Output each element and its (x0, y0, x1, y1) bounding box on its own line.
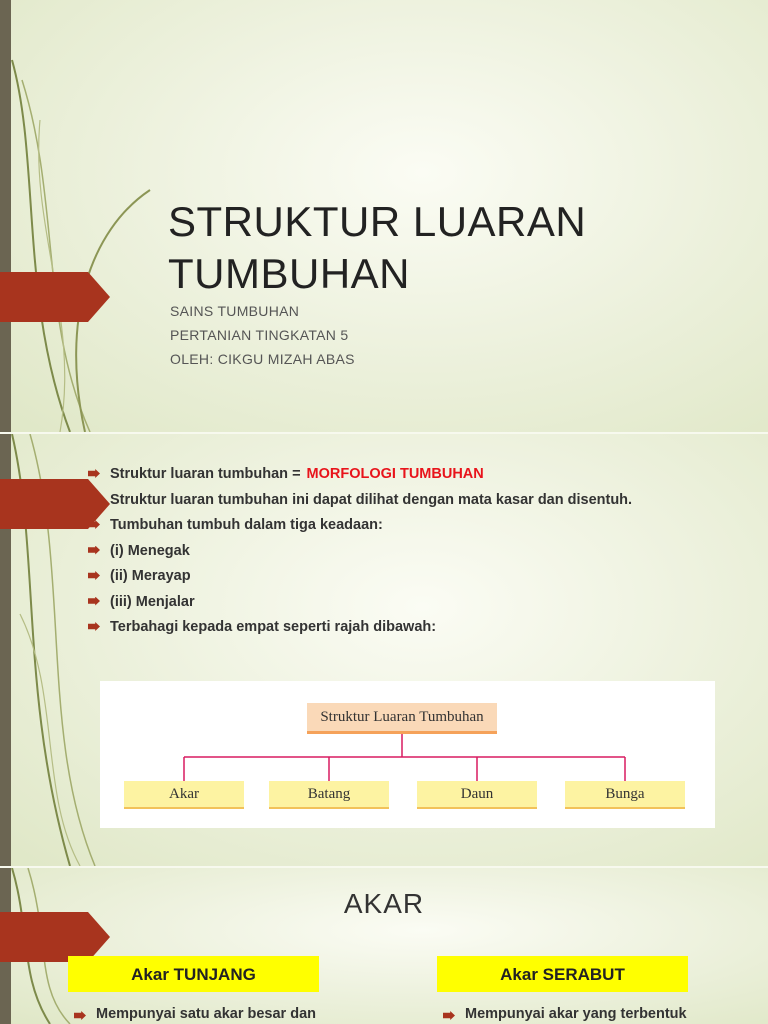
list-item: Tumbuhan tumbuh dalam tiga keadaan: (88, 515, 632, 541)
subtitle-line: PERTANIAN TINGKATAN 5 (170, 327, 349, 343)
arrow-bullet-icon (443, 1011, 455, 1020)
arrow-bullet-icon (88, 622, 100, 631)
list-item: Terbahagi kepada empat seperti rajah dibawah: (88, 617, 632, 643)
subtitle-line: SAINS TUMBUHAN (170, 303, 300, 319)
diagram-node-batang: Batang (269, 781, 389, 809)
slide-title: AKAR (343, 888, 425, 919)
slide-title: STRUKTUR LUARAN TUMBUHAN (168, 198, 587, 297)
list-item: (ii) Merayap (88, 566, 632, 592)
arrow-bullet-icon (88, 597, 100, 606)
list-item: Mempunyai satu akar besar dan (74, 1006, 316, 1022)
list-item: Struktur luaran tumbuhan = MORFOLOGI TUMBUHAN (88, 464, 632, 490)
akar-tunjang-box: Akar TUNJANG (68, 956, 319, 992)
bullet-list (88, 464, 632, 643)
subtitle-line: OLEH: CIKGU MIZAH ABAS (170, 351, 355, 367)
structure-diagram (100, 681, 715, 828)
arrow-bullet-icon (88, 469, 100, 478)
akar-slide (0, 868, 768, 1024)
arrow-bullet-icon (88, 546, 100, 555)
akar-serabut-box: Akar SERABUT (437, 956, 688, 992)
highlight-text: MORFOLOGI TUMBUHAN (306, 466, 484, 482)
diagram-node-akar: Akar (124, 781, 244, 809)
diagram-root-node: Struktur Luaran Tumbuhan (307, 703, 497, 734)
list-item: (i) Menegak (88, 541, 632, 567)
arrow-bullet-icon (88, 571, 100, 580)
diagram-node-bunga: Bunga (565, 781, 685, 809)
list-item: Struktur luaran tumbuhan ini dapat dilihat dengan mata kasar dan disentuh. (88, 490, 632, 516)
arrow-bullet-icon (74, 1011, 86, 1020)
diagram-node-daun: Daun (417, 781, 537, 809)
arrow-bullet-icon (88, 520, 100, 529)
arrow-bullet-icon (88, 495, 100, 504)
list-item: (iii) Menjalar (88, 592, 632, 618)
title-slide (0, 0, 768, 432)
content-slide (0, 434, 768, 866)
accent-tab (0, 272, 110, 322)
decorative-swirl (0, 0, 160, 432)
list-item: Mempunyai akar yang terbentuk (443, 1006, 687, 1022)
